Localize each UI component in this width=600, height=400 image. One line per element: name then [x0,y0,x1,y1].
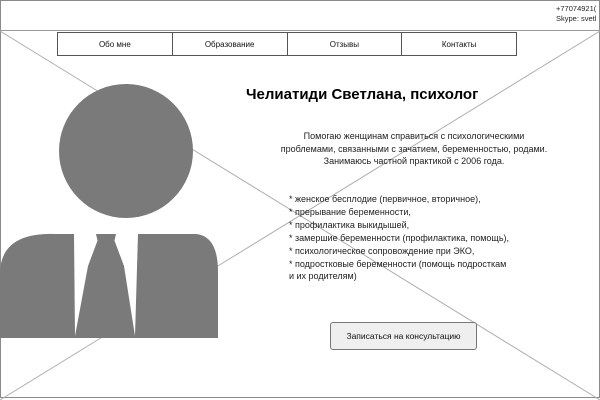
nav-item-reviews[interactable]: Отзывы [288,33,403,55]
nav-item-education[interactable]: Образование [173,33,288,55]
services-list [289,193,509,283]
service-item: * женское бесплодие (первичное, вторичное), [289,194,481,204]
nav-item-contacts[interactable]: Контакты [441,39,477,49]
intro-text [262,130,566,168]
header-contacts [556,4,596,24]
skype-text: Skype: svetl [556,14,597,23]
person-silhouette-icon [0,76,230,352]
service-item: * прерывание беременности, [289,206,411,217]
intro-line: проблемами, связанными с зачатием, беременностью, родами. [280,143,548,154]
intro-line: Занимаюсь частной практикой с 2006 года. [323,156,505,166]
service-item: * психологическое сопровождение при ЭКО, [289,245,475,256]
intro-line: Помогаю женщинам справиться с психологическими [303,131,525,141]
phone-text: +77074921( [556,4,597,13]
nav-item-about[interactable]: Обо мне [58,33,173,55]
main-nav [57,32,517,56]
service-item: * подростковые беременности (помощь подросткам [289,258,507,269]
service-item: * замершие беременности (профилактика, помощь), [289,232,510,243]
service-item: * профилактика выкидышей, [289,219,410,230]
service-item: и их родителям) [289,271,357,282]
page-title: Челиатиди Светлана, психолог [246,86,479,103]
book-consultation-button[interactable]: Записаться на консультацию [330,322,477,350]
